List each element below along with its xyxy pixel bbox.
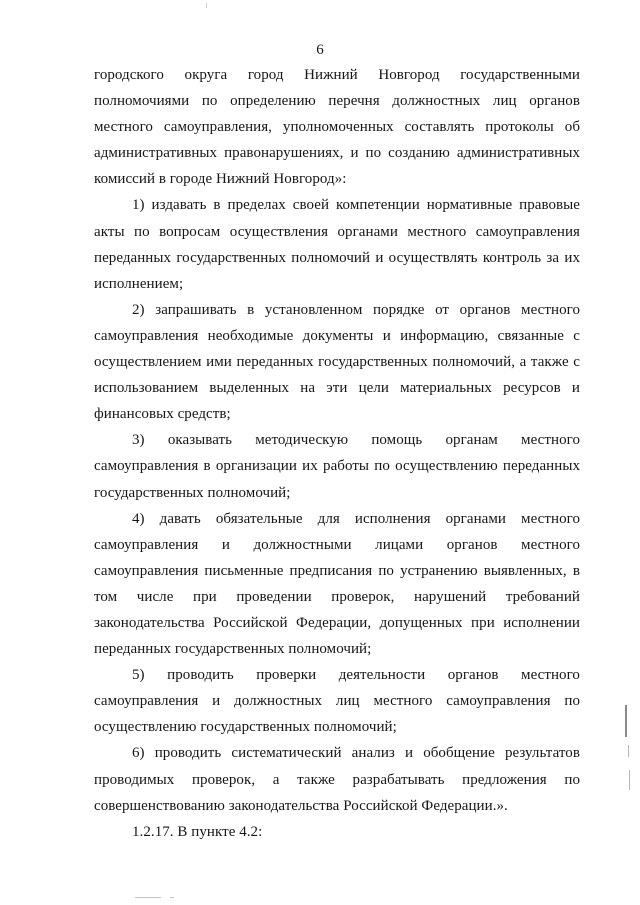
document-body [94, 62, 580, 845]
paragraph-item-4: 4) давать обязательные для исполнения органами местного самоуправления и должностными лицами органов местного самоуправления письменные предписания по устранению выявленных, в том числе при проведении проверок, нарушений требований законодательства Российской Федерации, допущенных при исполнении переданных государственных полномочий; [94, 510, 580, 658]
scan-edge-mark [625, 705, 627, 737]
paragraph-continuation: городского округа город Нижний Новгород государственными полномочиями по определению перечня должностных лиц органов местного самоуправления, уполномоченных составлять протоколы об административных правонарушениях, и по созданию административных комиссий в городе Нижний Новгород»: [94, 67, 580, 188]
scan-edge-mark [628, 745, 629, 757]
paragraph-item-5: 5) проводить проверки деятельности органов местного самоуправления и должностных лиц местного самоуправления по осуществлению государственных полномочий; [94, 667, 580, 736]
page-number: 6 [316, 42, 324, 58]
paragraph-item-3: 3) оказывать методическую помощь органам местного самоуправления в организации их работы по осуществлению переданных государственных полномочий; [94, 432, 580, 501]
paragraph-item-6: 6) проводить систематический анализ и обобщение результатов проводимых проверок, а также разрабатывать предложения по совершенствованию законодательства Российской Федерации.». [94, 745, 580, 814]
scan-edge-mark [629, 770, 630, 790]
scan-edge-mark [135, 897, 161, 898]
paragraph-item-2: 2) запрашивать в установленном порядке от органов местного самоуправления необходимые документы и информацию, связанные с осуществлением ими переданных государственных полномочий, а также с использованием выделенных на эти цели материальных ресурсов и финансовых средств; [94, 301, 580, 423]
paragraph-item-1: 1) издавать в пределах своей компетенции нормативные правовые акты по вопросам осуществления органами местного самоуправления переданных государственных полномочий и осуществлять контроль за их исполнением; [94, 197, 580, 292]
paragraph-clause-1-2-17: 1.2.17. В пункте 4.2: [132, 823, 263, 840]
scan-edge-mark [206, 3, 207, 8]
scan-edge-mark [170, 897, 174, 898]
